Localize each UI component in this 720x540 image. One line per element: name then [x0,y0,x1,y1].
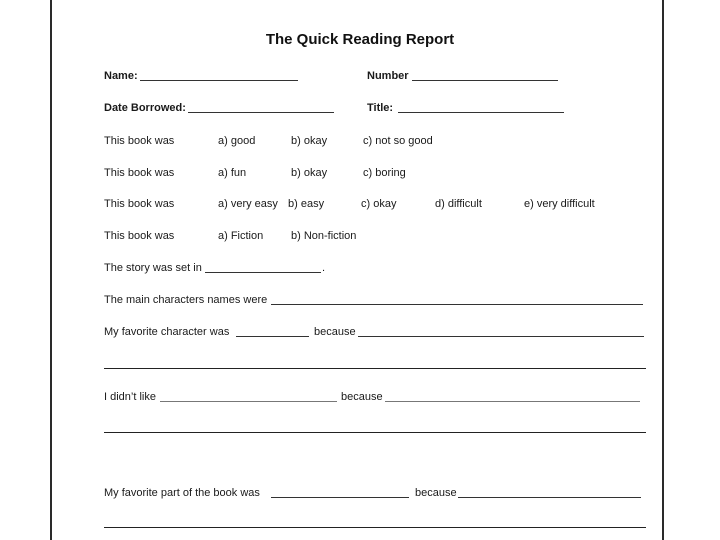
setting-prompt: The story was set in [104,262,202,274]
name-label: Name: [104,70,138,82]
report-title: The Quick Reading Report [265,31,455,48]
setting-period: . [322,262,326,274]
didnt-like-blank[interactable] [160,401,337,402]
main-characters-blank[interactable] [271,304,643,305]
question-2-option-b[interactable]: b) okay [291,167,328,179]
question-1-option-c[interactable]: c) not so good [363,135,433,147]
didnt-like-because: because [341,391,383,403]
didnt-like-reason-blank[interactable] [385,401,640,402]
question-3-prompt: This book was [104,198,175,210]
question-2-prompt: This book was [104,167,175,179]
date-borrowed-blank[interactable] [188,112,334,113]
favorite-part-because: because [415,487,457,499]
question-4-prompt: This book was [104,230,175,242]
question-3-option-a[interactable]: a) very easy [218,198,278,210]
question-4-option-a[interactable]: a) Fiction [218,230,264,242]
favorite-character-continuation-line[interactable] [104,368,646,369]
number-label: Number [367,70,409,82]
date-borrowed-label: Date Borrowed: [104,102,186,114]
favorite-character-blank[interactable] [236,336,309,337]
favorite-part-prompt: My favorite part of the book was [104,487,260,499]
question-3-option-e[interactable]: e) very difficult [524,198,595,210]
title-label: Title: [367,102,394,114]
question-2-option-a[interactable]: a) fun [218,167,247,179]
question-4-option-b[interactable]: b) Non-fiction [291,230,357,242]
question-3-option-d[interactable]: d) difficult [435,198,482,210]
favorite-part-blank[interactable] [271,497,409,498]
favorite-character-prompt: My favorite character was [104,326,230,338]
question-1-prompt: This book was [104,135,175,147]
question-1-option-b[interactable]: b) okay [291,135,328,147]
favorite-character-because: because [314,326,356,338]
setting-blank[interactable] [205,272,321,273]
question-2-option-c[interactable]: c) boring [363,167,406,179]
didnt-like-prompt: I didn’t like [104,391,156,403]
title-blank[interactable] [398,112,564,113]
question-3-option-c[interactable]: c) okay [361,198,397,210]
favorite-part-reason-blank[interactable] [458,497,641,498]
didnt-like-continuation-line[interactable] [104,432,646,433]
number-blank[interactable] [412,80,558,81]
question-3-option-b[interactable]: b) easy [288,198,325,210]
favorite-character-reason-blank[interactable] [358,336,644,337]
favorite-part-continuation-line[interactable] [104,527,646,528]
question-1-option-a[interactable]: a) good [218,135,256,147]
name-blank[interactable] [140,80,298,81]
main-characters-prompt: The main characters names were [104,294,268,306]
